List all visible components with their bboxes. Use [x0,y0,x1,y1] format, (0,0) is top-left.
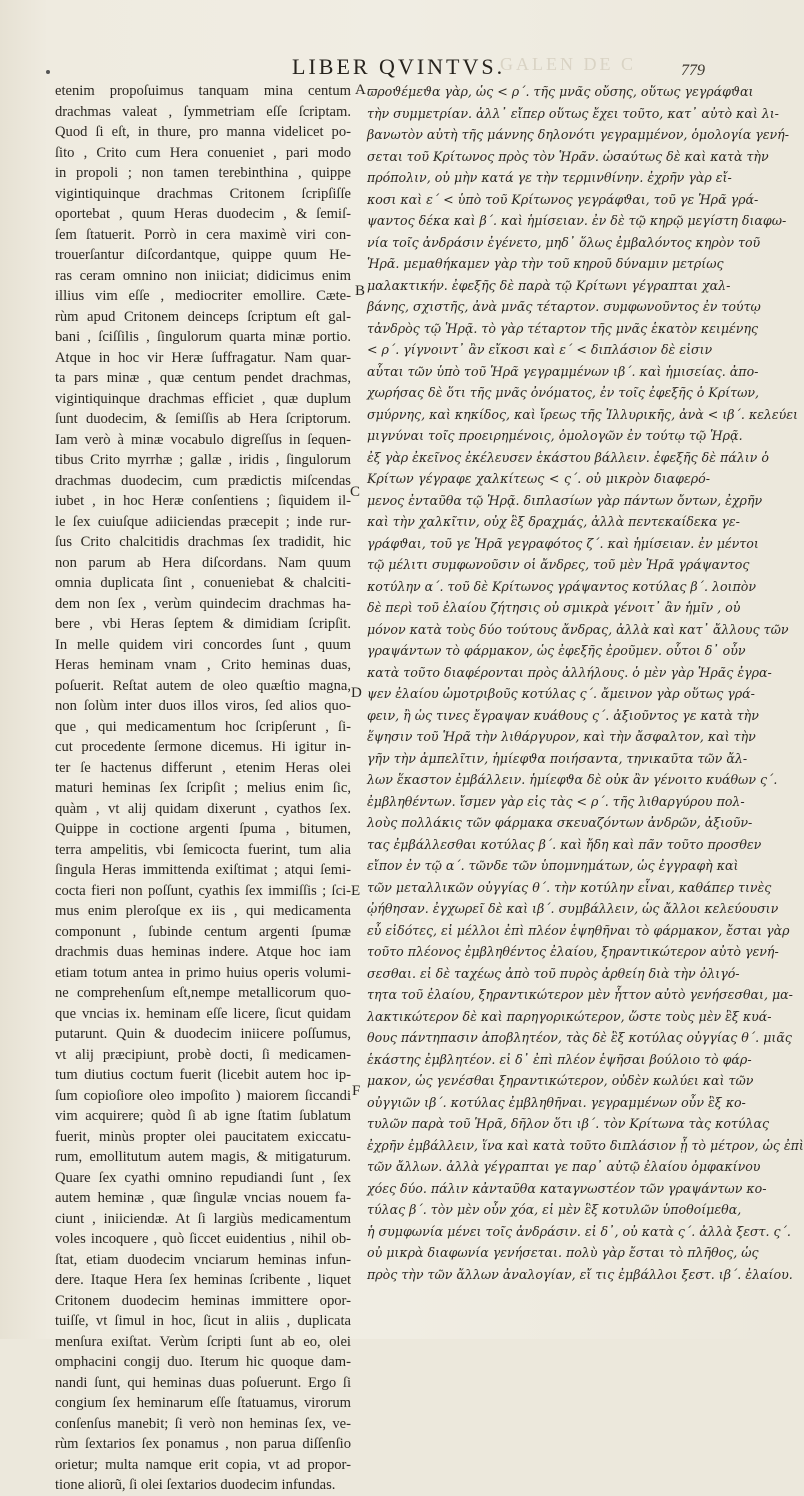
greek-text-line: τῶν μεταλλικῶν οὐγγίας θ΄. τὴν κοτύλην εἶναι, καθάπερ τινὲς [367,879,772,895]
greek-text-line: τὴν συμμετρίαν. ἀλλ᾽ εἴπερ οὕτως ἔχει τοῦτο, κατ᾽ αὐτὸ καὶ λι- [367,105,779,121]
latin-text-line: trouerſantur diſcordantque, quippe quum He- [55,247,351,263]
greek-text-line: μακον, ὡς γενέσθαι ξηραντικώτερον, οὐδὲν κωλύει καὶ τῶν [367,1073,754,1088]
greek-text-line: ἕψησιν τοῦ Ἡρᾶ τὴν λιθάργυρον, καὶ τὴν ἄσφαλτον, καὶ τὴν [367,729,756,744]
greek-text-line: μόνον κατὰ τοὺς δύο τούτους ἄνδρας, ἀλλὰ καὶ κατ᾽ ἄλλους τῶν [367,621,789,637]
greek-text-line: τητα τοῦ ἐλαίου, ξηραντικώτερον μὲν ἧττον αὐτὸ γενήσεσθαι, μα- [367,987,793,1002]
greek-text-line: < ρ΄. γίγνοιντ᾽ ἂν εἴκοσι καὶ ε΄ < διπλάσιον δὲ εἰσιν [367,342,713,357]
greek-text-line: νία τοῖς ἀνδράσιν ἐγένετο, μηδ᾽ ὅλως ἐμβαλόντος κηρὸν τοῦ [367,234,761,250]
section-marker-d: D [351,685,362,701]
latin-text-line: menſura exiſtat. Verùm ſcripti ſunt ab eo, olei [55,1333,351,1350]
latin-text-line: mus enim pleroſque ex iis , qui medicamenta [55,903,351,919]
greek-text-line: μαλακτικήν. ἐφεξῆς δὲ παρὰ τῷ Κρίτωνι γέγραπται χαλ- [367,277,731,293]
latin-text-line: ciunt , iniiciendæ. At ſi largiùs medicamentum [55,1210,351,1227]
latin-text-line: Iam verò à minæ vocabulo digreſſus in ſequen- [55,431,351,448]
greek-text-line: αὗται τῶν ὑπὸ τοῦ Ἡρᾶ γεγραμμένων ιβ΄. καὶ ἡμισείας. ἀπο- [367,363,759,379]
latin-text-line: oportebat , quum Heras duodecim , & ſemiſ- [55,206,351,222]
greek-text-line: ἡ συμφωνία μένει τοῖς ἀνδράσιν. εἰ δ᾽, οὐ κατὰ ς΄. ἀλλὰ ξεστ. ς΄. [367,1223,791,1239]
greek-text-line: τυλῶν παρὰ τοῦ Ἡρᾶ, δῆλον ὅτι ιβ΄. τὸν Κρίτωνα τὰς κοτύλας [367,1116,770,1131]
latin-text-line: etenim propoſuimus tanquam mina centum [55,83,351,99]
latin-text-line: bere , vbi Heras ſeptem & dimidiam ſcripſit. [55,616,351,632]
latin-text-line: tuiſſe, vt ſimul in hoc, ſicut in aliis , duplicata [55,1313,351,1329]
greek-text-line: ἐμβληθέντων. ἴσμεν γὰρ εἰς τὰς < ρ΄. τῆς λιθαργύρου πολ- [367,793,745,809]
greek-text-line: λων ἕκαστον ἐμβάλλειν. ἡμίεφϑα δὲ οὐκ ἂν γένοιτο κυάθων ς΄. [367,772,778,787]
greek-text-line: τοῦτο πλέονος ἐμβληθέντος ἐλαίου, ξηραντικώτερον αὐτὸ γενή- [367,944,779,959]
latin-text-line: vim acquirere; quòd ſi ab igne ſtatim ſublatum [55,1108,351,1124]
greek-text-line: Ἡρᾶ. μεμαθήκαμεν γὰρ τὴν τοῦ κηροῦ δύναμιν μετρίως [367,256,724,271]
latin-text-line: congium ſex heminarum eſſe ſtatuamus, virorum [55,1395,351,1411]
latin-text-line: ſus Crito chalcitidis drachmas ſex tradidit, hic [55,534,351,550]
latin-text-line: putarunt. Quin & duodecim iniicere poſſumus, [55,1026,351,1042]
latin-text-line: ſem ſtatuerit. Porrò in cera maximè viri con- [55,226,351,243]
latin-text-line: Quippe in coctione argenti ſpuma , bitumen, [55,821,351,837]
latin-text-line: ſunt duodecim, & ſemiſſis ab Hera ſcriptorum. [55,411,351,427]
latin-text-line: etiam totum antea in primo huius operis volumi- [55,964,351,981]
greek-text-line: κατὰ τοῦτο διαφέρονται πρὸς ἀλλήλους. ὁ μὲν γὰρ Ἡρᾶς ἐγρα- [367,664,772,680]
greek-text-line: πρὸς τὴν τῶν ἄλλων ἀναλογίαν, εἴ τις ἐμβάλλοι ξεστ. ιβ΄. ἐλαίου. [367,1266,793,1282]
latin-text-line: non parum ab Hera diſcordans. Nam quum [55,554,351,571]
latin-text-line: componunt , ſubinde centum argenti ſpumæ [55,923,351,940]
greek-text-line: καὶ τὴν χαλκῖτιν, οὐχ ἓξ δραχμάς, ἀλλὰ πεντεκαίδεκα γε- [367,514,740,529]
greek-text-line: μιγνύναι τοῖς προειρημένοις, ὁμολογῶν ἐν τούτῳ τῷ Ἡρᾷ. [367,428,743,443]
greek-text-line: ψαντος δέκα καὶ β΄. καὶ ἡμίσειαν. ἐν δὲ τῷ κηρῷ μεγίστη διαφω- [367,213,787,228]
latin-text-line: vt alij præcipiunt, probè docti, ſi medicamen- [55,1046,351,1063]
greek-text-line: τῷ μέλιτι συμφωνοῦσιν οἱ ἄνδρες, τοῦ μὲν Ἡρᾶ γράψαντος [367,557,750,572]
greek-text-line: δὲ περὶ τοῦ ἐλαίου ζήτησις οὐ σμικρὰ γένοιτ᾽ ἂν ἡμῖν , οὐ [367,600,741,615]
latin-text-line: voles incoquere , quò ſiccet euidentius , nihil ob- [55,1231,351,1247]
greek-text-line: τἀνδρὸς τῷ Ἡρᾷ. τὸ γὰρ τέταρτον τῆς μνᾶς ἑκατὸν κειμένης [367,320,759,336]
latin-text-line: omphacini congij duo. Iterum hic quoque dam- [55,1354,351,1370]
greek-text-line: λακτικώτερον δὲ καὶ παρηγορικώτερον, ὥστε τοὺς μὲν ἓξ κυά- [367,1008,772,1024]
greek-text-line: χωρήσας δὲ ὅτι τῆς μνᾶς ὀνόματος, ἐν τοῖς ἐφεξῆς ὁ Κρίτων, [367,385,759,400]
latin-text-line: Critonem duodecim heminas immittere opor- [55,1292,351,1309]
page-number: 779 [681,62,705,79]
greek-column [367,81,804,1285]
greek-text-line: ᾠήθησαν. ἐγχωρεῖ δὲ καὶ ιβ΄. συμβάλλειν, ὡς ἄλλοι κελεύουσιν [367,901,779,916]
latin-text-line: dere. Itaque Hera ſex heminas ſcribente , liquet [55,1272,351,1288]
greek-text-line: βανωτὸν αὐτὴ τῆς μάννης δηλονότι γεγραμμένον, ὁμολογία γενή- [367,127,789,142]
greek-text-line: κοσι καὶ ε΄ < ὑπὸ τοῦ Κρίτωνος γεγράφϑαι, τοῦ γε Ἡρᾶ γρά- [367,191,759,207]
latin-text-line: In melle quidem viri concordes ſunt , quum [55,636,351,653]
latin-text-line: nandi ſunt, qui heminas duas poſuerunt. Ergo ſi [55,1374,351,1391]
latin-text-line: poſuerit. Reſtat autem de oleo quæſtio magna, [55,677,351,694]
latin-text-line: ras ceram omnino non iniiciat; didicimus enim [55,267,351,284]
greek-text-line: ἑκάστης ἐμβλητέον. εἰ δ᾽ ἐπὶ πλέον ἑψῆσαι βούλοιο τὸ φάρ- [367,1051,752,1067]
latin-text-line: Atque in hoc vir Heræ ſuffragatur. Nam quar- [55,349,351,366]
latin-text-line: Quare ſex cyathi omnino repudiandi ſunt , ſex [55,1169,351,1186]
latin-text-line: que , qui medicamentum hoc ſcripſerunt , ſi- [55,718,351,735]
latin-text-line: dem non ſex , verùm quindecim drachmas ha- [55,595,351,612]
latin-text-line: ſito , Crito cum Hera conueniet , pari modo [55,144,351,161]
latin-text-line: non ſolùm inter duos illos viros, ſed alios quo- [55,698,351,714]
latin-text-line: drachmas valeat , ſymmetriam eſſe ſcriptam. [55,103,351,120]
greek-text-line: σμύρνης, καὶ κηκίδος, καὶ ἴρεως τῆς Ἰλλυρικῆς, ἀνὰ < ιβ΄. κελεύει [367,406,798,422]
section-marker-f: F [352,1083,361,1099]
greek-text-line: γραψάντων τὸ φάρμακον, ὡς ἐφεξῆς ἐροῦμεν. οὗτοι δ᾽ οὖν [367,643,746,658]
greek-text-line: μενος ἐνταῦθα τῷ Ἡρᾷ. διπλασίων γὰρ πάντων ὄντων, ἐχρῆν [367,492,763,508]
section-marker-a: A [355,82,366,98]
latin-text-line: omnia duplicata ſint , conueniebat & chalciti- [55,575,351,591]
latin-text-line: fuerit, minùs propter olei paucitatem exiccatu- [55,1128,351,1145]
greek-text-line: βάνης, σχιστῆς, ἀνὰ μνᾶς τέταρτον. συμφωνοῦντος ἐν τούτῳ [367,299,761,314]
running-head [0,46,800,82]
running-title: LIBER QVINTVS. [292,54,506,79]
greek-text-line: κοτύλην α΄. τοῦ δὲ Κρίτωνος γράψαντος κοτύλας β΄. λοιπὸν [367,578,756,594]
latin-text-line: vigintiquinque drachmas Critonem ſcripſiſſe [55,185,351,202]
latin-text-line: Heras heminam vnam , Crito heminas duas, [55,657,351,673]
latin-text-line: ſtat, etiam duodecim vnciarum heminas infun- [55,1251,351,1268]
section-marker-c: C [350,484,361,500]
greek-text-line: θους πάντηπασιν ἀποβλητέον, τὰς δὲ ἓξ κοτύλας οὐγγίας θ΄. μιᾶς [367,1030,792,1045]
greek-text-line: γράφϑαι, τοῦ γε Ἡρᾶ γεγραφότος ζ΄. καὶ ἡμίσειαν. ἐν μέντοι [367,535,759,551]
greek-text-line: τῶν ἄλλων. ἀλλὰ γέγραπται γε παρ᾽ αὐτῷ ἐλαίου ὀμφακίνου [367,1159,761,1174]
latin-text-line: bani , ſciſſilis , ſingulorum quarta minæ portio. [55,329,351,345]
latin-text-line: orietur; multa namque erit copia, vt ad propor- [55,1456,351,1473]
latin-text-line: ter ſe hactenus differunt , etenim Heras olei [55,759,351,776]
latin-text-line: drachmis duas heminas indere. Atque hoc iam [55,944,351,960]
latin-text-line: iubet , in hoc Heræ conſentiens ; ſiquidem il- [55,493,351,509]
latin-text-line: ta pars minæ , quæ centum pendet drachmas, [55,370,351,386]
greek-text-line: χόες δύο. πάλιν κἀνταῦθα καταγνωστέον τῶν γραψάντων κο- [367,1180,767,1196]
latin-text-line: autem heminæ , quæ ſingulæ vncias nouem fa- [55,1190,351,1206]
greek-text-line: Κρίτων γέγραφε χαλκίτεως < ς΄. οὐ μικρὸν διαφερό- [367,471,710,486]
latin-text-line: tum diutius coctum fuerit (licebit autem hoc ip- [55,1067,351,1083]
greek-text-line: ϖροϑέμεϑα γὰρ, ὡς < ρ΄. τῆς μνᾶς οὔσης, οὕτως γεγράφϑαι [367,84,754,99]
section-marker-e: E [351,883,361,899]
latin-text-line: ſingula Heras immittenda exiſtimat ; atqui ſemi- [55,862,351,878]
latin-text-line: in propoli ; non tamen terebinthina , quippe [55,165,351,181]
latin-text-line: rum, emollitutum autem magis, & mitigaturum. [55,1149,351,1165]
greek-text-line: τας ἐμβάλλεσθαι κοτύλας β΄. καὶ ἤδη καὶ πᾶν τοῦτο προσθεν [367,836,762,852]
latin-text-line: Quod ſi eſt, in thure, pro manna videlicet po- [55,124,351,140]
bleed-through-title: GALEN DE C [500,54,636,74]
latin-text-line: illius vim eſſe , mediocriter emollire. Cæte- [55,288,351,304]
greek-text-line: τύλας β΄. τὸν μὲν οὖν χόα, εἰ μὲν ἓξ κοτυλῶν ὑποθοίμεθα, [367,1202,742,1217]
greek-text-line: σεσθαι. εἰ δὲ ταχέως ἀπὸ τοῦ πυρὸς ἀρθείη διὰ τὴν ὀλιγό- [367,965,740,981]
greek-text-line: ἐξ γὰρ ἐκεῖνος ἐκέλευσεν ἑκάστου βάλλειν. ἐφεξῆς δὲ πάλιν ὁ [367,449,769,465]
latin-text-line: le ſex cuiuſque adiiciendas præcepit ; inde rur- [55,513,351,530]
latin-text-line: ſum copioſiore oleo impoſito ) maiorem ſiccandi [55,1087,351,1104]
latin-text-line: vigintiquinque drachmas efficiet , quæ duplum [55,390,351,407]
greek-text-line: εὖ εἰδότες, εἰ μέλλοι ἐπὶ πλέον ἑψηθῆναι τὸ φάρμακον, ἔσται γὰρ [367,922,790,938]
latin-text-line: cocta fieri non poſſunt, cyathis ſex immiſſis ; ſci- [55,882,351,899]
greek-text-line: φειν, ἢ ὡς τινες ἔγραψαν κυάθους ς΄. ἀξιοῦντος γε κατὰ τὴν [367,707,759,723]
latin-text-line: rùm apud Critonem deinceps ſcriptum eſt gal- [55,308,351,325]
latin-column [55,81,351,1496]
greek-text-line: εἴπον ἐν τῷ α΄. τῶνδε τῶν ὑπομνημάτων, ὡς ἐγγραφὴ καὶ [367,858,739,873]
latin-text-line: que vncias ix. heminam eſſe licere, ſicut quidam [55,1005,351,1022]
greek-text-line: ἐχρῆν ἐμβάλλειν, ἵνα καὶ κατὰ τοῦτο διπλάσιον ᾖ τὸ μέτρον, ὡς ἐπὶ [367,1137,804,1153]
greek-text-line: οὐ μικρὰ διαφωνία γενήσεται. πολὺ γὰρ ἔσται τὸ πλῆθος, ὡς [367,1245,759,1260]
latin-text-line: tibus Crito myrrhæ ; gallæ , iridis , ſingulorum [55,452,351,468]
greek-text-line: σεται τοῦ Κρίτωνος πρὸς τὸν Ἡρᾶν. ὡσαύτως δὲ καὶ κατὰ τὴν [367,148,769,164]
latin-text-line: drachmas duodecim, cum prædictis miſcendas [55,472,351,489]
section-marker-b: B [355,283,366,299]
greek-text-line: ψεν ἐλαίου ὠμοτριβοῦς κοτύλας ς΄. ἄμεινον γὰρ οὕτως γρά- [367,686,755,701]
latin-text-line: quàm , vt alij quidam dixerunt , cyathos ſex. [55,800,351,817]
latin-text-line: terra ampelitis, vbi ſemicocta fuerint, tum alia [55,841,351,858]
latin-text-line: ne comprehenſum eſt,nempe metallicorum quo- [55,985,351,1001]
latin-text-line: conſenſus manebit; ſi verò non heminas ſex, ve- [55,1415,351,1432]
latin-text-line: cut procedente ſermone dicemus. Hi igitur in- [55,739,351,755]
greek-text-line: πρόπολιν, οὐ μὴν κατά γε τὴν τερμινθίνην. ἐχρῆν γὰρ εἴ- [367,170,732,185]
latin-text-line: tione aliorũ, ſi olei ſextarios duodecim infundas. [55,1477,336,1493]
latin-text-line: maturi heminas ſex ſcripſit ; melius enim ſic, [55,780,351,796]
greek-text-line: γῆν τὴν ἀμπελῖτιν, ἡμίεφϑα ποιήσαντα, τηνικαῦτα τῶν ἄλ- [367,750,748,766]
greek-text-line: λοὺς πολλάκις τῶν φάρμακα σκευαζόντων ἀνδρῶν, ἀξιοῦν- [367,815,753,830]
greek-text-line: οὐγγιῶν ιβ΄. κοτύλας ἐμβληθῆναι. γεγραμμένων οὖν ἓξ κο- [367,1094,746,1110]
latin-text-line: rùm ſextarios ſex ponamus , non parua diſſenſio [55,1436,351,1452]
